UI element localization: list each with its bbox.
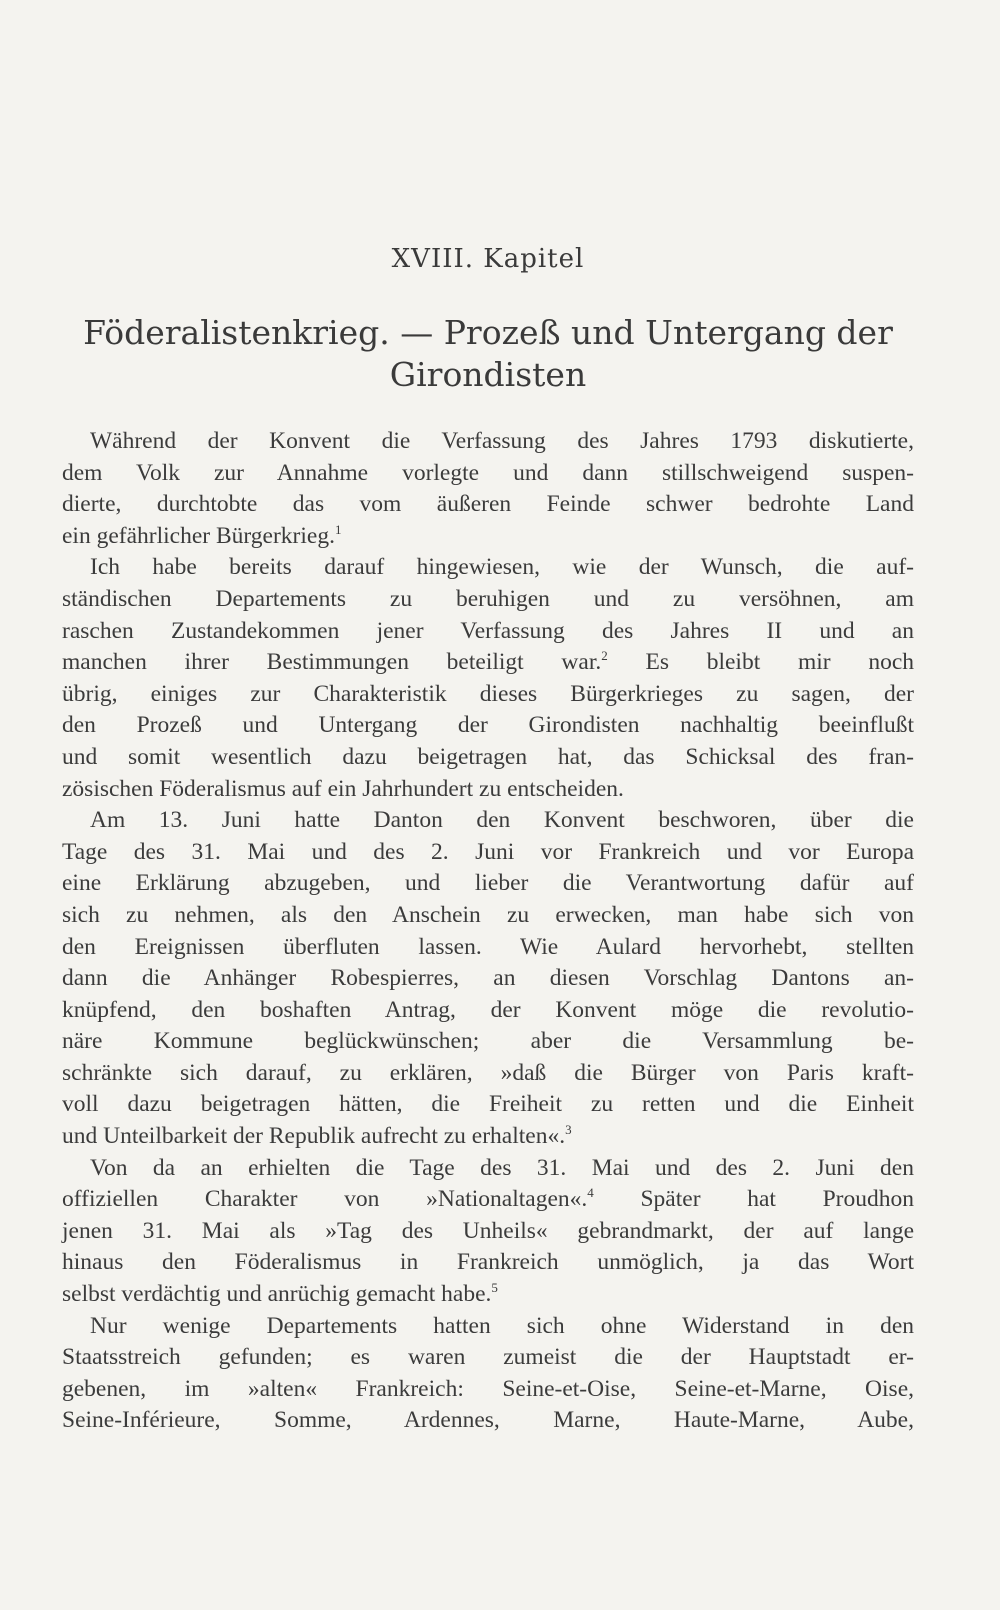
text-line (62, 521, 914, 553)
text-line: und somit wesentlich dazu beigetragen hat, das Schicksal des fran- (62, 743, 914, 770)
chapter-label: XVIII. Kapitel (391, 244, 585, 274)
footnote-ref: 1 (334, 521, 342, 537)
text-line: Seine-Inférieure, Somme, Ardennes, Marne, Haute-Marne, Aube, (62, 1407, 914, 1434)
text-segment: ein gefährlicher Bürgerkrieg. (62, 522, 335, 549)
text-line: Während der Konvent die Verfassung des Jahres 1793 diskutierte, (90, 428, 914, 454)
text-line: raschen Zustandekommen jener Verfassung des Jahres II und an (62, 617, 914, 644)
text-line: Staatsstreich gefunden; es waren zumeist die der Hauptstadt er- (62, 1344, 914, 1371)
text-line: jenen 31. Mai als »Tag des Unheils« gebrandmarkt, der auf lange (62, 1217, 914, 1244)
text-line (62, 647, 914, 679)
text-line: Am 13. Juni hatte Danton den Konvent beschworen, über die (90, 807, 914, 834)
text-line: ständischen Departements zu beruhigen und zu versöhnen, am (62, 585, 914, 612)
body-text (62, 426, 914, 1437)
text-line: den Prozeß und Untergang der Girondisten nachhaltig beeinflußt (62, 712, 914, 739)
text-line (62, 1184, 914, 1216)
chapter-title-line: Girondisten (389, 355, 587, 394)
text-line: knüpfend, den boshaften Antrag, der Konvent möge die revolutio- (62, 996, 914, 1023)
text-line: sich zu nehmen, als den Anschein zu erwecken, man habe sich von (62, 901, 914, 928)
text-segment: Später hat Proudhon (593, 1186, 915, 1213)
text-line (62, 1279, 914, 1311)
text-line: näre Kommune beglückwünschen; aber die Versammlung be- (62, 1028, 914, 1055)
text-line: gebenen, im »alten« Frankreich: Seine-et-Oise, Seine-et-Marne, Oise, (62, 1375, 914, 1402)
footnote-ref: 4 (587, 1185, 594, 1201)
text-segment: selbst verdächtig und anrüchig gemacht habe. (62, 1281, 492, 1308)
chapter-title-line: Föderalistenkrieg. — Prozeß und Untergang der (83, 313, 893, 352)
text-line: eine Erklärung abzugeben, und lieber die Verantwortung dafür auf (62, 870, 914, 897)
footnote-ref: 5 (491, 1280, 498, 1296)
text-line: übrig, einiges zur Charakteristik dieses Bürgerkrieges zu sagen, der (62, 680, 914, 707)
chapter-title (60, 312, 916, 396)
text-line: dann die Anhänger Robespierres, an diesen Vorschlag Dantons an- (62, 965, 914, 992)
text-line: voll dazu beigetragen hätten, die Freiheit zu retten und die Einheit (62, 1091, 914, 1118)
text-line: dierte, durchtobte das vom äußeren Feinde schwer bedrohte Land (62, 491, 914, 518)
text-segment: manchen ihrer Bestimmungen beteiligt war. (62, 649, 602, 676)
text-line: Nur wenige Departements hatten sich ohne Widerstand in den (90, 1312, 914, 1339)
text-line: zösischen Föderalismus auf ein Jahrhundert zu entscheiden. (62, 775, 624, 802)
text-line: schränkte sich darauf, zu erklären, »daß die Bürger von Paris kraft- (62, 1059, 914, 1086)
text-line: Ich habe bereits darauf hingewiesen, wie der Wunsch, die auf- (90, 554, 914, 581)
text-line: Von da an erhielten die Tage des 31. Mai und des 2. Juni den (90, 1154, 914, 1181)
text-segment: Es bleibt mir noch (607, 649, 914, 676)
text-segment: und Unteilbarkeit der Republik aufrecht zu erhalten«. (62, 1123, 566, 1150)
footnote-ref: 3 (565, 1122, 572, 1138)
text-line: hinaus den Föderalismus in Frankreich unmöglich, ja das Wort (62, 1249, 914, 1276)
text-line (62, 1121, 914, 1153)
text-segment: offiziellen Charakter von »Nationaltagen«. (62, 1186, 588, 1213)
text-line: dem Volk zur Annahme vorlegte und dann stillschweigend suspen- (62, 459, 914, 486)
text-line: den Ereignissen überfluten lassen. Wie Aulard hervorhebt, stellten (62, 933, 914, 960)
footnote-ref: 2 (601, 648, 608, 664)
text-line: Tage des 31. Mai und des 2. Juni vor Frankreich und vor Europa (62, 838, 914, 865)
